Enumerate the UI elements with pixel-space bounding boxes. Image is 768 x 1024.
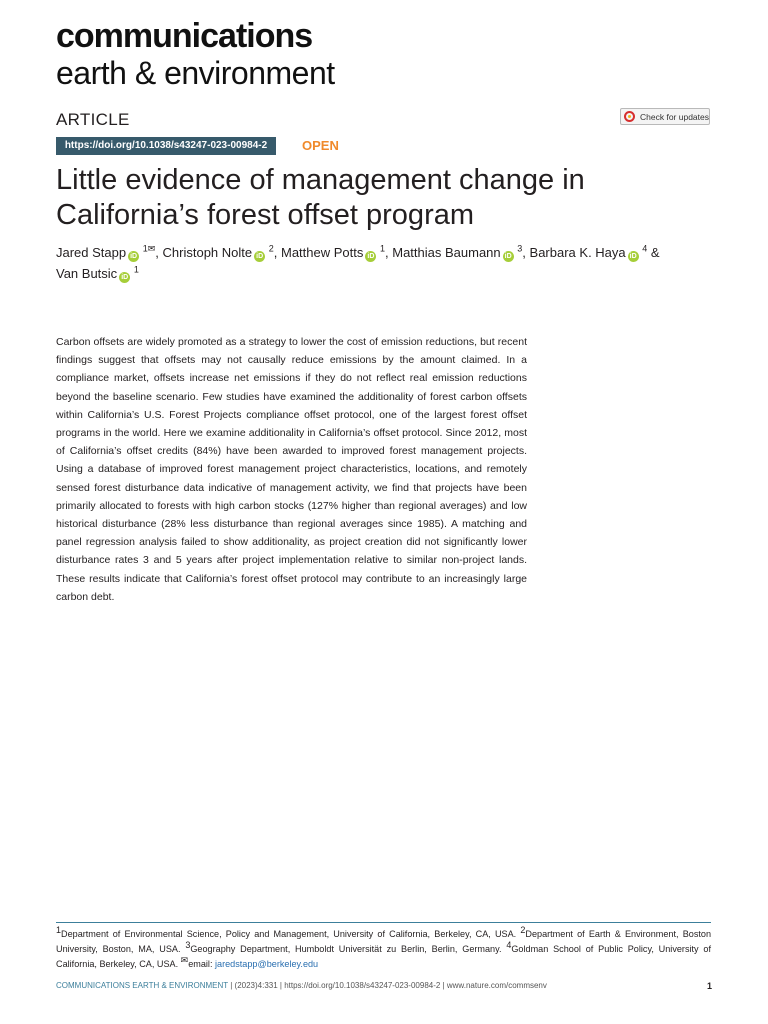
footer-citation: | (2023)4:331 | https://doi.org/10.1038/s43247-023-00984-2 | www.nature.com/commsenv [228, 981, 547, 990]
author-affiliation-sup: 2 [268, 243, 274, 254]
journal-name-line1: communications [56, 17, 313, 55]
affiliations [56, 924, 712, 972]
affiliation-1: Department of Environmental Science, Policy and Management, University of California, Berkeley, CA, USA. [61, 929, 517, 939]
doi-link[interactable]: https://doi.org/10.1038/s43247-023-00984-2 [56, 137, 276, 155]
author-separator: , [273, 245, 281, 260]
footer-journal-name[interactable]: COMMUNICATIONS EARTH & ENVIRONMENT [56, 981, 229, 990]
author-name: Barbara K. Haya [529, 245, 626, 260]
author-affiliation-sup: 1✉ [142, 243, 156, 254]
affiliation-2: Department of Earth & Environment, Boston University, Boston, MA, USA. [56, 929, 712, 954]
affiliations-divider [56, 922, 711, 923]
author-name: Christoph Nolte [162, 245, 253, 260]
orcid-icon[interactable]: iD [504, 253, 512, 260]
author[interactable] [56, 266, 139, 281]
author[interactable] [281, 245, 385, 260]
affiliation-sup: 2 [520, 924, 526, 935]
author-affiliation-sup: 1 [380, 243, 386, 254]
affiliation-3: Geography Department, Humboldt Universität zu Berlin, Berlin, Germany. [190, 944, 502, 954]
email-icon: ✉ [180, 954, 189, 965]
check-updates-label: Check for updates [640, 111, 709, 122]
check-updates-icon [624, 111, 635, 122]
affiliation-sup: 4 [506, 939, 512, 950]
orcid-icon[interactable]: iD [121, 274, 129, 281]
author-separator: , [155, 245, 163, 260]
footer-citation-line [56, 981, 547, 991]
email-link[interactable]: jaredstapp@berkeley.edu [215, 959, 319, 969]
author-list [56, 242, 716, 284]
orcid-icon[interactable]: iD [256, 253, 264, 260]
page-footer [56, 981, 712, 991]
author-separator: & [647, 245, 660, 260]
author-affiliation-sup: 1 [133, 264, 139, 275]
article-title: Little evidence of management change in California’s forest offset program [56, 164, 585, 231]
author-name: Van Butsic [56, 266, 118, 281]
author-name: Jared Stapp [56, 245, 127, 260]
author-separator: , [385, 245, 393, 260]
check-for-updates-button[interactable] [620, 108, 710, 125]
article-type-label: ARTICLE [56, 110, 130, 129]
open-access-label: OPEN [302, 138, 339, 153]
page-number: 1 [706, 981, 712, 991]
author-name: Matthias Baumann [392, 245, 501, 260]
author-separator: , [522, 245, 530, 260]
author-affiliation-sup: 4 [642, 243, 648, 254]
affiliation-4: Goldman School of Public Policy, University of California, Berkeley, CA, USA. [56, 944, 712, 969]
author[interactable] [530, 245, 648, 260]
author[interactable] [56, 245, 155, 260]
author[interactable] [392, 245, 522, 260]
affiliation-sup: 3 [185, 939, 191, 950]
journal-name-line2: earth & environment [56, 55, 335, 91]
orcid-icon[interactable]: iD [130, 253, 138, 260]
abstract-text: Carbon offsets are widely promoted as a strategy to lower the cost of emission reductions, but recent findings suggest that offsets may not causally reduce emissions by the amount claimed. In a compliance market, offsets increase net emissions if they do not reflect real emission reductions beyond the baseline scenario. Few studies have examined the additionality of forest carbon offsets within California’s U.S. Forest Projects compliance offset protocol, one of the largest forest offset programs in the world. Here we examine additionality in California’s offset protocol. Since 2012, most of California’s offset credits (84%) have been awarded to improved forest management projects. Using a database of improved forest management project characteristics, locations, and remotely sensed forest disturbance data indicative of management activity, we find that projects have been primarily allocated to forests with high carbon stocks (127% higher than regional averages) and low historical disturbance (28% less disturbance than regional averages since 1985). A matching and panel regression analysis failed to show additionality, as project creation did not significantly lower disturbance rates 3 and 5 years after project implementation relative to similar non-project lands. These results indicate that California’s forest offset protocol may contribute to an increasingly large carbon debt. [56, 336, 527, 603]
author[interactable] [163, 245, 274, 260]
orcid-icon[interactable]: iD [367, 253, 375, 260]
author-name: Matthew Potts [281, 245, 364, 260]
orcid-icon[interactable]: iD [629, 253, 637, 260]
email-label: email: [188, 959, 216, 969]
author-affiliation-sup: 3 [517, 243, 523, 254]
affiliation-sup: 1 [56, 924, 62, 935]
